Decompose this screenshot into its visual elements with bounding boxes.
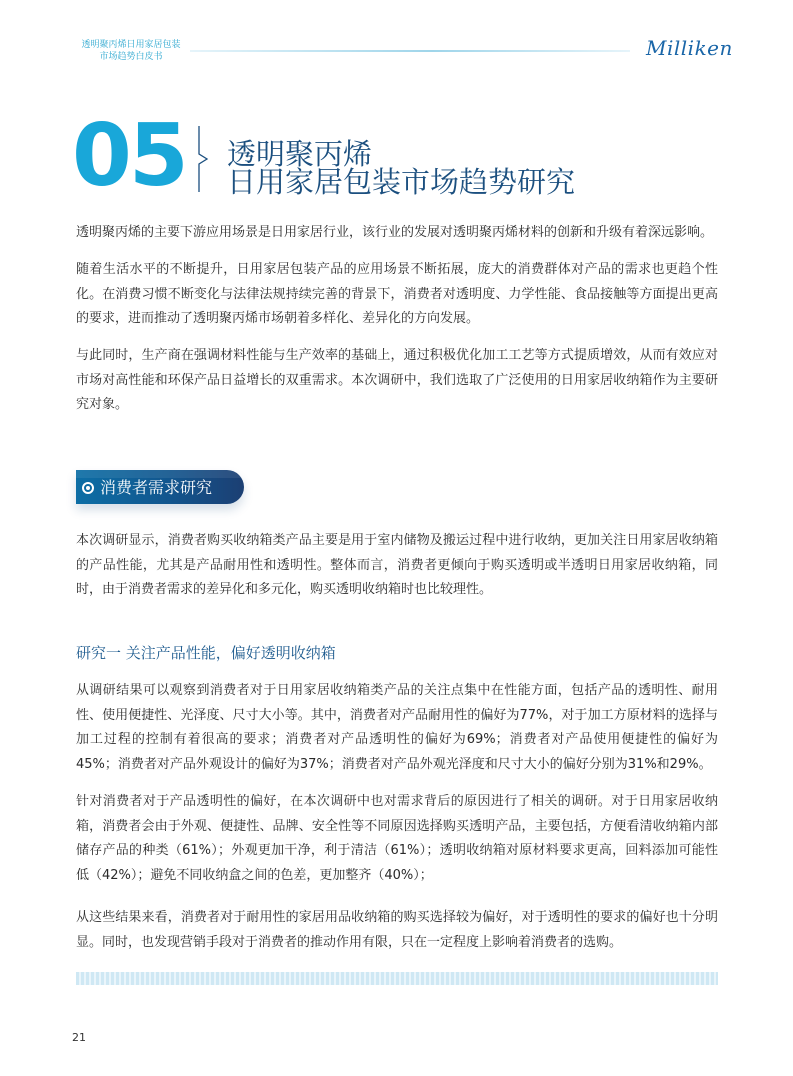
header-report-title [76,39,186,63]
section-banner-highlight [76,470,244,478]
section-intro-paragraph: 本次调研显示，消费者购买收纳箱类产品主要是用于室内储物及搬运过程中进行收纳，更加关注日用家居收纳箱的产品性能，尤其是产品耐用性和透明性。整体而言，消费者更倾向于购买透明或半透明日用家居收纳箱，同时，由于消费者需求的差异化和多元化，购买透明收纳箱时也比较理性。 [76,533,718,597]
brand-logo: Milliken [646,36,733,60]
body-paragraph-3: 从这些结果来看，消费者对于耐用性的家居用品收纳箱的购买选择较为偏好，对于透明性的要求的偏好也十分明显。同时，也发现营销手段对于消费者的推动作用有限，只在一定程度上影响着消费者的选购。 [76,910,718,950]
intro-paragraph-3: 与此同时，生产商在强调材料性能与生产效率的基础上，通过积极优化加工工艺等方式提质增效，从而有效应对市场对高性能和环保产品日益增长的双重需求。本次调研中，我们选取了广泛使用的日用家居收纳箱作为主要研究对象。 [76,348,718,412]
intro-paragraph-2: 随着生活水平的不断提升，日用家居包装产品的应用场景不断拓展，庞大的消费群体对产品的需求也更趋个性化。在消费习惯不断变化与法律法规持续完善的背景下，消费者对透明度、力学性能、食品接触等方面提出更高的要求，进而推动了透明聚丙烯市场朝着多样化、差异化的方向发展。 [76,262,718,326]
header-title-line1: 透明聚丙烯日用家居包装 [81,40,181,50]
body-paragraph-2: 针对消费者对于产品透明性的偏好，在本次调研中也对需求背后的原因进行了相关的调研。对于日用家居收纳箱，消费者会由于外观、便捷性、品牌、安全性等不同原因选择购买透明产品，主要包括，方便看清收纳箱内部储存产品的种类（61%）；外观更加干净，利于清洁（61%）；透明收纳箱对原材料要求更高，回料添加可能性低（42%）；避免不同收纳盒之间的色差，更加整齐（40%）； [76,794,718,883]
intro-paragraph-1: 透明聚丙烯的主要下游应用场景是日用家居行业，该行业的发展对透明聚丙烯材料的创新和升级有着深远影响。 [76,225,714,240]
target-icon [82,482,94,494]
chapter-brace-icon [196,124,210,194]
body-paragraph-1: 从调研结果可以观察到消费者对于日用家居收纳箱类产品的关注点集中在性能方面，包括产品的透明性、耐用性、使用便捷性、光泽度、尺寸大小等。其中，消费者对产品耐用性的偏好为77%，对于加工方原材料的选择与加工过程的控制有着很高的要求；消费者对产品透明性的偏好为69%；消费者对产品使用便捷性的偏好为45%；消费者对产品外观设计的偏好为37%；消费者对产品外观光泽度和尺寸大小的偏好分别为31%和29%。 [76,683,718,772]
header-divider [190,50,630,52]
header-title-line2: 市场趋势白皮书 [99,52,163,62]
chapter-number: 05 [72,106,186,206]
footer-decorative-band [76,972,718,985]
chapter-title-line2: 日用家居包装市场趋势研究 [227,165,576,199]
section-title [82,478,212,498]
section-title-text: 消费者需求研究 [100,478,213,497]
subheading: 研究一 关注产品性能，偏好透明收纳箱 [76,644,336,662]
chapter-title-line1: 透明聚丙烯 [227,137,373,171]
chapter-title [227,137,576,199]
page-number: 21 [72,1031,86,1044]
